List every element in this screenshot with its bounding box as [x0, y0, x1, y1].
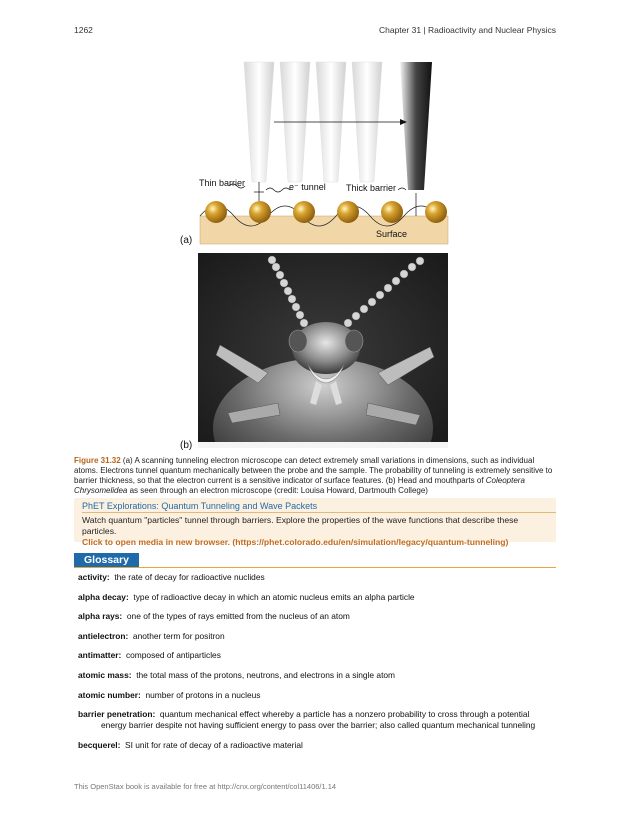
glossary-term: barrier penetration:	[78, 709, 156, 720]
atom	[381, 201, 403, 223]
phet-body	[82, 515, 554, 548]
page-footer: This OpenStax book is available for free at http://cnx.org/content/col11406/1.14	[74, 782, 337, 791]
glossary-item	[78, 740, 548, 751]
glossary-definition: number of protons in a nucleus	[145, 689, 261, 700]
glossary-term: atomic number:	[78, 689, 141, 700]
glossary-definition: the rate of decay for radioactive nuclides	[114, 572, 265, 582]
glossary-item	[78, 572, 548, 583]
glossary-definition: one of the types of rays emitted from the nucleus of an atom	[126, 611, 350, 622]
glossary-list	[78, 572, 548, 759]
glossary-item	[78, 670, 548, 681]
phet-box	[74, 498, 556, 547]
atom	[425, 201, 447, 223]
figure-b-label: (b)	[180, 440, 193, 451]
atom	[337, 201, 359, 223]
label-tunnel: e⁻ tunnel	[289, 182, 326, 192]
glossary-heading-bar	[74, 553, 556, 568]
figure-number: Figure 31.32	[74, 456, 121, 465]
figure-a-label: (a)	[180, 235, 193, 246]
probe-tip-dark	[400, 62, 432, 190]
phet-description: Watch quantum "particles" tunnel through barriers. Explore the properties of the wave functions that describe these particles.	[82, 515, 519, 536]
glossary-definition: quantum mechanical effect whereby a particle has a nonzero probability to cross through a potential energy barrier despite not having sufficient energy to pass over the barrier; also called quantum mechanical tunneling	[101, 709, 536, 731]
label-thin-barrier: Thin barrier	[199, 178, 246, 188]
glossary-item	[78, 709, 548, 731]
glossary-definition: SI unit for rate of decay of a radioactive material	[125, 739, 303, 750]
glossary-term: antielectron:	[78, 630, 129, 641]
glossary-term: antimatter:	[78, 650, 122, 661]
glossary-term: activity:	[78, 572, 110, 582]
glossary-definition: another term for positron	[132, 630, 225, 641]
phet-media-link[interactable]: Click to open media in new browser. (https://phet.colorado.edu/en/simulation/legacy/quantum-tunneling)	[82, 537, 509, 547]
atom	[249, 201, 271, 223]
caption-text-2: as seen through an electron microscope (credit: Louisa Howard, Dartmouth College)	[127, 486, 428, 495]
figure-caption	[74, 456, 556, 496]
glossary-item	[78, 631, 548, 642]
chapter-title: Chapter 31 | Radioactivity and Nuclear Physics	[378, 25, 556, 35]
phet-divider	[82, 512, 556, 513]
glossary-item	[78, 650, 548, 661]
glossary-item	[78, 592, 548, 603]
caption-text-1: (a) A scanning tunneling electron microscope can detect extremely small variations in dimensions, such as individual atoms. Electrons tunnel quantum mechanically between the probe and the sample. The probability of tunneling is extremely sensitive to barrier thickness, so that the electron current is a sensitive indicator of surface features. (b) Head and mouthparts of	[74, 456, 553, 485]
surface-slab	[200, 216, 448, 244]
caption-italic-species: Coleoptera Chrysomelidea	[74, 476, 525, 495]
phet-title[interactable]: PhET Explorations: Quantum Tunneling and Wave Packets	[82, 501, 318, 511]
glossary-term: atomic mass:	[78, 669, 132, 680]
glossary-definition: type of radioactive decay in which an atomic nucleus emits an alpha particle	[133, 591, 415, 602]
glossary-definition: composed of antiparticles	[125, 650, 221, 661]
page-number: 1262	[74, 25, 93, 35]
glossary-term: alpha rays:	[78, 611, 123, 622]
probe-tip-1	[244, 62, 274, 182]
glossary-definition: the total mass of the protons, neutrons, and electrons in a single atom	[136, 669, 396, 680]
label-surface: Surface	[376, 229, 408, 239]
atom	[293, 201, 315, 223]
beetle-micrograph	[198, 253, 448, 448]
glossary-item	[78, 611, 548, 622]
stm-diagram	[174, 58, 456, 252]
atom	[205, 201, 227, 223]
glossary-heading: Glossary	[74, 553, 139, 567]
glossary-term: alpha decay:	[78, 591, 129, 602]
glossary-item	[78, 690, 548, 701]
label-thick-barrier: Thick barrier	[346, 183, 397, 193]
glossary-term: becquerel:	[78, 739, 121, 750]
